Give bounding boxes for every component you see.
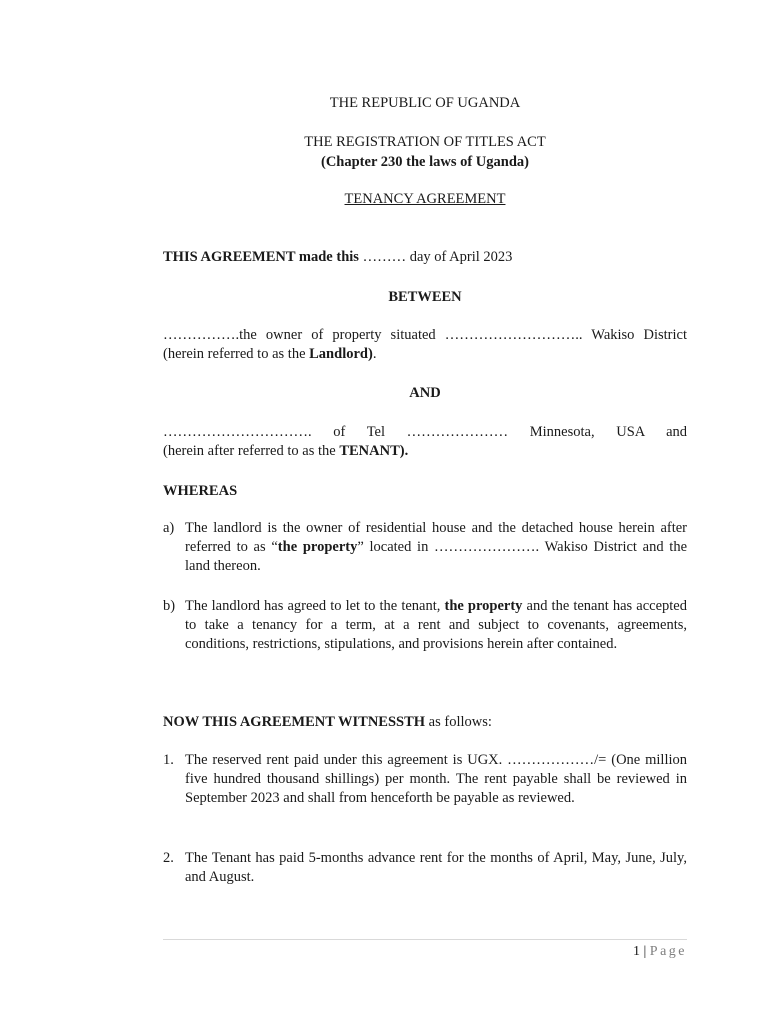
clause-2 <box>163 849 687 887</box>
act-heading: THE REGISTRATION OF TITLES ACT <box>304 134 546 150</box>
intro-lead: THIS AGREEMENT made this <box>163 249 359 265</box>
footer-separator: | <box>639 944 650 959</box>
chapter-heading: (Chapter 230 the laws of Uganda) <box>321 154 529 170</box>
tenant-line-2 <box>163 442 687 461</box>
landlord-paragraph <box>163 326 687 364</box>
whereas-a-text <box>185 519 687 576</box>
whereas-b-part1: The landlord has agreed to let to the tenant, <box>185 598 445 614</box>
page-number: 1 <box>632 944 640 959</box>
tenant-line-1: …………………………. of Tel ………………… Minnesota, USA and <box>163 424 687 440</box>
between-heading: BETWEEN <box>388 289 462 305</box>
list-marker: b) <box>163 598 176 614</box>
and-heading: AND <box>409 385 441 401</box>
document-page <box>163 0 687 1024</box>
whereas-a-bold: the property <box>277 539 358 555</box>
page-footer <box>633 942 687 961</box>
list-marker: a) <box>163 520 175 536</box>
agreement-intro <box>163 248 687 267</box>
whereas-heading: WHEREAS <box>163 483 238 499</box>
whereas-item-a <box>163 519 687 576</box>
footer-rule <box>163 939 687 940</box>
whereas-a-part2: ” located in …………………. Wakiso District and the land thereon. <box>185 539 688 574</box>
landlord-text: …………….the owner of property situated ……………………….. Wakiso District (herein referred to as the <box>163 327 687 362</box>
whereas-b-text <box>185 597 687 654</box>
witness-rest: as follows: <box>425 714 492 730</box>
whereas-b-part2: and the tenant has accepted to take a tenancy for a term, at a rent and subject to covenants, agreements, conditions, restrictions, stipulations, and provisions herein after contained. <box>185 598 687 652</box>
clause-1-text: The reserved rent paid under this agreement is UGX. ………………/= (One million five hundred thousand shillings) per month. The rent payable shall be reviewed in September 2023 and shall from henceforth be payable as reviewed. <box>185 752 687 806</box>
republic-heading: THE REPUBLIC OF UGANDA <box>329 95 521 111</box>
document-title <box>163 190 687 209</box>
witness-bold: NOW THIS AGREEMENT WITNESSTH <box>163 714 426 730</box>
tenant-paragraph <box>163 423 687 461</box>
landlord-role: Landlord) <box>309 346 373 362</box>
tenant-role: TENANT). <box>339 443 409 459</box>
clause-2-text: The Tenant has paid 5-months advance rent for the months of April, May, June, July, and August. <box>185 850 687 885</box>
landlord-end: . <box>372 346 377 362</box>
document-title-text: TENANCY AGREEMENT <box>344 191 506 207</box>
whereas-b-bold: the property <box>444 598 523 614</box>
witness-heading <box>163 713 687 732</box>
intro-date: ……… day of April 2023 <box>358 249 513 265</box>
clause-1 <box>163 751 687 808</box>
whereas-item-b <box>163 597 687 654</box>
list-marker: 2. <box>163 850 174 866</box>
tenant-text: (herein after referred to as the <box>163 443 340 459</box>
whereas-a-part1: The landlord is the owner of residential house and the detached house herein after referred to as “ <box>185 520 687 555</box>
list-marker: 1. <box>163 752 174 768</box>
page-label: Page <box>649 944 687 959</box>
